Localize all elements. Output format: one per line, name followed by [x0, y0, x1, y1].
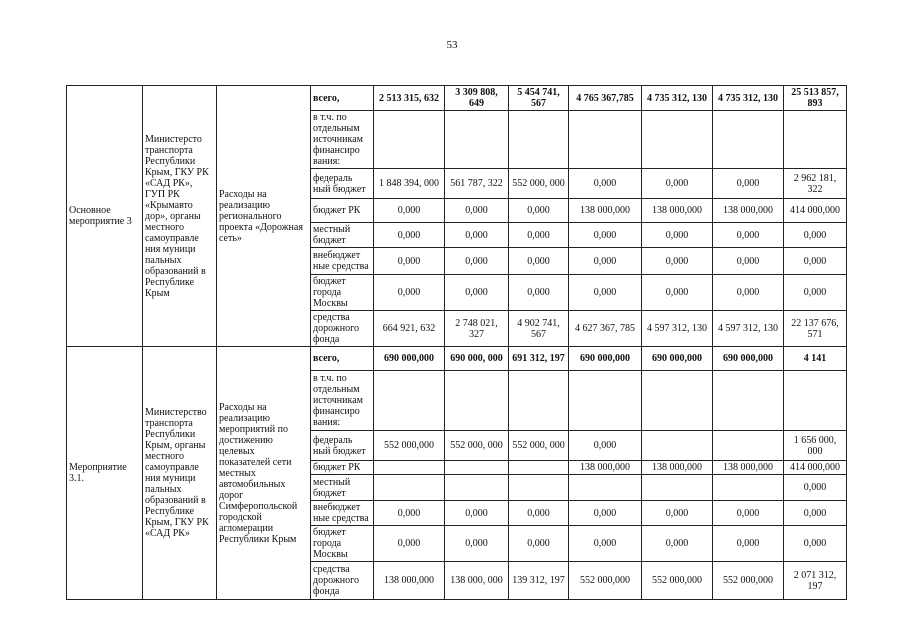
value-cell: 0,000: [445, 501, 509, 526]
value-cell: 0,000: [445, 275, 509, 311]
value-cell: 0,000: [784, 223, 847, 248]
funding-source-cell: внебюджет ные средства: [311, 501, 374, 526]
value-cell: 138 000,000: [374, 562, 445, 600]
value-cell: 4 765 367,785: [569, 86, 642, 111]
page-number: 53: [446, 39, 458, 51]
value-cell: 0,000: [713, 248, 784, 275]
value-cell: 0,000: [374, 223, 445, 248]
value-cell: 0,000: [445, 223, 509, 248]
value-cell: [569, 371, 642, 431]
value-cell: 138 000,000: [569, 461, 642, 475]
funding-source-cell: всего,: [311, 347, 374, 371]
value-cell: 22 137 676, 571: [784, 311, 847, 347]
value-cell: 25 513 857, 893: [784, 86, 847, 111]
value-cell: [445, 475, 509, 501]
value-cell: 2 748 021, 327: [445, 311, 509, 347]
value-cell: 414 000,000: [784, 199, 847, 223]
value-cell: 0,000: [509, 223, 569, 248]
value-cell: 4 597 312, 130: [642, 311, 713, 347]
value-cell: 0,000: [509, 526, 569, 562]
value-cell: 2 071 312, 197: [784, 562, 847, 600]
value-cell: 691 312, 197: [509, 347, 569, 371]
value-cell: 0,000: [784, 526, 847, 562]
value-cell: 690 000,000: [642, 347, 713, 371]
value-cell: [784, 111, 847, 169]
value-cell: 0,000: [569, 248, 642, 275]
value-cell: [569, 475, 642, 501]
value-cell: 138 000,000: [569, 199, 642, 223]
value-cell: [713, 111, 784, 169]
value-cell: 0,000: [374, 275, 445, 311]
value-cell: 0,000: [642, 526, 713, 562]
value-cell: [374, 461, 445, 475]
value-cell: 552 000, 000: [509, 431, 569, 461]
measure-cell: Мероприятие 3.1.: [67, 347, 143, 600]
value-cell: [509, 475, 569, 501]
value-cell: 2 513 315, 632: [374, 86, 445, 111]
value-cell: [713, 431, 784, 461]
funding-source-cell: средства дорожного фонда: [311, 311, 374, 347]
value-cell: 138 000,000: [713, 199, 784, 223]
description-cell: Расходы на реализацию регионального проекта «Дорожная сеть»: [217, 86, 311, 347]
funding-source-cell: в т.ч. по отдельным источникам финансиро вания:: [311, 371, 374, 431]
table-row: [67, 347, 847, 371]
value-cell: 138 000,000: [642, 461, 713, 475]
value-cell: 690 000, 000: [445, 347, 509, 371]
value-cell: 3 309 808, 649: [445, 86, 509, 111]
value-cell: [642, 431, 713, 461]
funding-source-cell: местный бюджет: [311, 475, 374, 501]
value-cell: 0,000: [374, 526, 445, 562]
funding-source-cell: местный бюджет: [311, 223, 374, 248]
funding-source-cell: бюджет города Москвы: [311, 526, 374, 562]
value-cell: 2 962 181, 322: [784, 169, 847, 199]
value-cell: 138 000,000: [713, 461, 784, 475]
value-cell: 0,000: [713, 501, 784, 526]
value-cell: 690 000,000: [569, 347, 642, 371]
value-cell: 690 000,000: [374, 347, 445, 371]
value-cell: 0,000: [374, 501, 445, 526]
funding-source-cell: бюджет РК: [311, 199, 374, 223]
value-cell: 4 735 312, 130: [713, 86, 784, 111]
funding-source-cell: бюджет РК: [311, 461, 374, 475]
value-cell: 4 902 741, 567: [509, 311, 569, 347]
value-cell: [509, 371, 569, 431]
value-cell: 0,000: [642, 248, 713, 275]
value-cell: 0,000: [569, 526, 642, 562]
executor-cell: Министерсто транспорта Республики Крым, ГКУ РК «САД РК», ГУП РК «Крымавто дор», органы местного самоуправле ния муници пальных образований в Республике Крым: [143, 86, 217, 347]
value-cell: 5 454 741, 567: [509, 86, 569, 111]
value-cell: [509, 461, 569, 475]
value-cell: 0,000: [509, 501, 569, 526]
value-cell: [713, 371, 784, 431]
budget-table: [66, 85, 847, 600]
value-cell: 552 000, 000: [509, 169, 569, 199]
value-cell: 0,000: [642, 169, 713, 199]
value-cell: [642, 111, 713, 169]
value-cell: 0,000: [509, 248, 569, 275]
value-cell: 1 848 394, 000: [374, 169, 445, 199]
funding-source-cell: федераль ный бюджет: [311, 431, 374, 461]
value-cell: 1 656 000, 000: [784, 431, 847, 461]
value-cell: 0,000: [569, 223, 642, 248]
value-cell: [713, 475, 784, 501]
value-cell: 0,000: [569, 501, 642, 526]
value-cell: 0,000: [569, 431, 642, 461]
value-cell: 561 787, 322: [445, 169, 509, 199]
value-cell: 0,000: [445, 199, 509, 223]
funding-source-cell: федераль ный бюджет: [311, 169, 374, 199]
value-cell: 0,000: [642, 501, 713, 526]
value-cell: 0,000: [374, 199, 445, 223]
value-cell: [445, 371, 509, 431]
value-cell: 0,000: [713, 275, 784, 311]
value-cell: 138 000,000: [642, 199, 713, 223]
value-cell: 552 000,000: [642, 562, 713, 600]
value-cell: 4 141: [784, 347, 847, 371]
value-cell: 4 735 312, 130: [642, 86, 713, 111]
value-cell: 0,000: [445, 248, 509, 275]
value-cell: 4 627 367, 785: [569, 311, 642, 347]
value-cell: 552 000,000: [374, 431, 445, 461]
value-cell: 0,000: [784, 248, 847, 275]
funding-source-cell: внебюджет ные средства: [311, 248, 374, 275]
value-cell: 0,000: [713, 223, 784, 248]
executor-cell: Министерство транспорта Республики Крым, органы местного самоуправле ния муници пальных образований в Республике Крым, ГКУ РК «САД РК»: [143, 347, 217, 600]
value-cell: [784, 371, 847, 431]
value-cell: 0,000: [713, 169, 784, 199]
value-cell: [642, 475, 713, 501]
value-cell: 0,000: [569, 169, 642, 199]
value-cell: 4 597 312, 130: [713, 311, 784, 347]
description-cell: Расходы на реализацию мероприятий по достижению целевых показателей сети местных автомобильных дорог Симферопольской городской агломерации Республики Крым: [217, 347, 311, 600]
value-cell: 552 000,000: [569, 562, 642, 600]
value-cell: 0,000: [784, 275, 847, 311]
funding-source-cell: в т.ч. по отдельным источникам финансиро вания:: [311, 111, 374, 169]
value-cell: [374, 371, 445, 431]
value-cell: 0,000: [642, 223, 713, 248]
value-cell: [445, 461, 509, 475]
value-cell: 690 000,000: [713, 347, 784, 371]
value-cell: [509, 111, 569, 169]
value-cell: [569, 111, 642, 169]
value-cell: [445, 111, 509, 169]
value-cell: [374, 475, 445, 501]
value-cell: 0,000: [509, 275, 569, 311]
value-cell: 139 312, 197: [509, 562, 569, 600]
value-cell: 0,000: [374, 248, 445, 275]
value-cell: 664 921, 632: [374, 311, 445, 347]
value-cell: 414 000,000: [784, 461, 847, 475]
value-cell: 0,000: [784, 475, 847, 501]
funding-source-cell: бюджет города Москвы: [311, 275, 374, 311]
table-row: [67, 86, 847, 111]
value-cell: 138 000, 000: [445, 562, 509, 600]
value-cell: 0,000: [642, 275, 713, 311]
measure-cell: Основное мероприятие 3: [67, 86, 143, 347]
value-cell: [374, 111, 445, 169]
value-cell: 0,000: [445, 526, 509, 562]
value-cell: 0,000: [509, 199, 569, 223]
value-cell: 0,000: [569, 275, 642, 311]
funding-source-cell: средства дорожного фонда: [311, 562, 374, 600]
funding-source-cell: всего,: [311, 86, 374, 111]
value-cell: 552 000, 000: [445, 431, 509, 461]
value-cell: [642, 371, 713, 431]
value-cell: 552 000,000: [713, 562, 784, 600]
value-cell: 0,000: [713, 526, 784, 562]
value-cell: 0,000: [784, 501, 847, 526]
